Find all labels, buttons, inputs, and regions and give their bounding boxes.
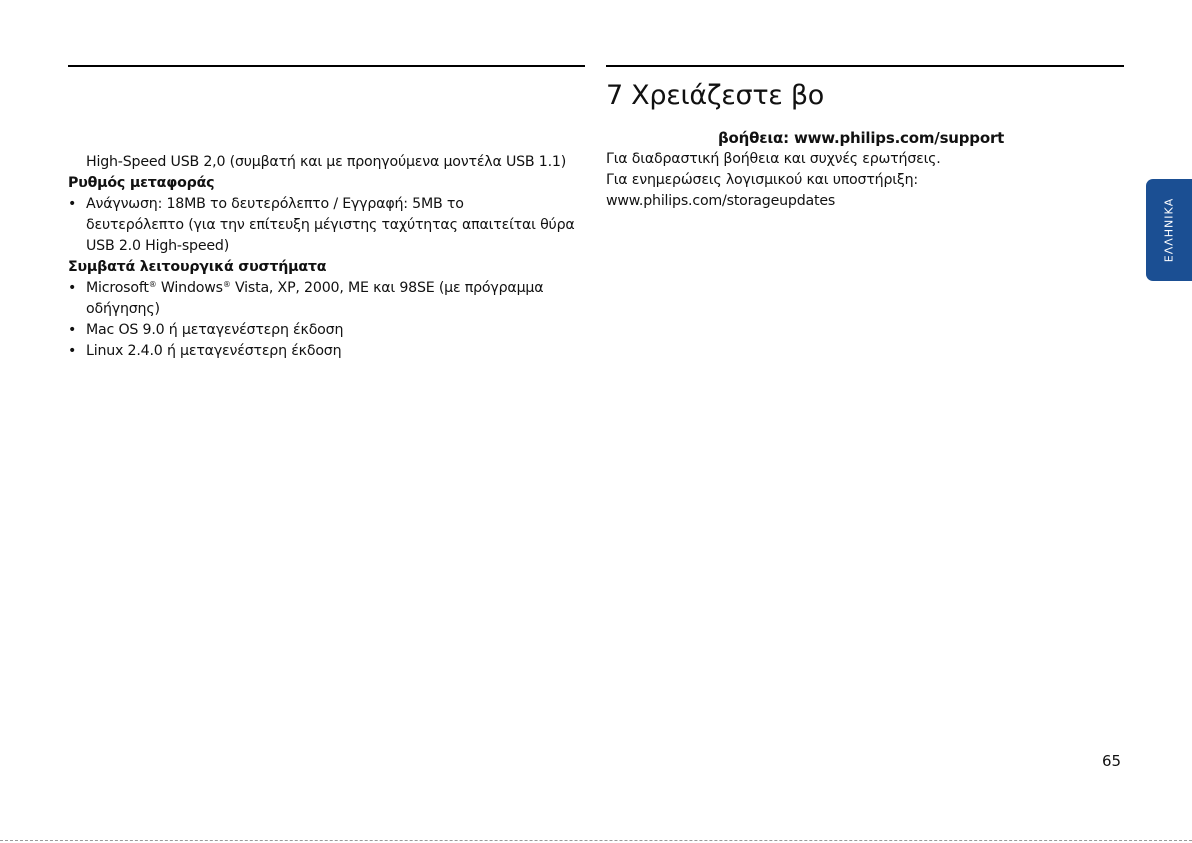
language-tab-label: ΕΛΛΗΝΙΚΑ: [1162, 197, 1176, 263]
page-number: 65: [1102, 752, 1122, 770]
transfer-rate-heading: Ρυθμός μεταφοράς: [68, 175, 215, 191]
list-item: • Ανάγνωση: 18MB το δευτερόλεπτο / Εγγραφή: 5MB το: [68, 194, 588, 215]
usb-spec-line: High-Speed USB 2,0 (συμβατή και με προηγούμενα μοντέλα USB 1.1): [86, 154, 567, 170]
bullet-icon: •: [68, 343, 77, 359]
storage-updates-link[interactable]: www.philips.com/storageupdates: [606, 193, 836, 209]
bullet-icon: •: [68, 322, 77, 338]
support-link[interactable]: βοήθεια: www.philips.com/support: [718, 129, 1005, 147]
list-item: • Linux 2.4.0 ή μεταγενέστερη έκδοση: [68, 341, 588, 362]
bullet-icon: •: [68, 196, 77, 212]
registered-mark: ®: [222, 280, 231, 289]
registered-mark: ®: [148, 280, 157, 289]
section-heading: 7 Χρειάζεστε βο: [606, 80, 824, 111]
list-item-continuation: δευτερόλεπτο (για την επίτευξη μέγιστης ταχύτητας απαιτείται θύρα: [86, 217, 575, 233]
left-column: [68, 152, 588, 362]
list-item: • Microsoft® Windows® Vista, XP, 2000, ME και 98SE (με πρόγραμμα: [68, 278, 588, 299]
updates-text: Για ενημερώσεις λογισμικού και υποστήριξη:: [606, 172, 918, 188]
footer-divider: [0, 840, 1192, 842]
compatible-os-heading: Συμβατά λειτουργικά συστήματα: [68, 259, 327, 275]
right-column: [606, 128, 1126, 212]
help-text: Για διαδραστική βοήθεια και συχνές ερωτήσεις.: [606, 151, 941, 167]
list-item: • Mac OS 9.0 ή μεταγενέστερη έκδοση: [68, 320, 588, 341]
left-top-rule: [68, 65, 585, 67]
bullet-icon: •: [68, 280, 77, 296]
list-item-continuation: οδήγησης): [86, 301, 160, 317]
list-item-continuation: USB 2.0 High-speed): [86, 238, 230, 254]
language-tab: [1146, 179, 1192, 281]
right-top-rule: [606, 65, 1124, 67]
